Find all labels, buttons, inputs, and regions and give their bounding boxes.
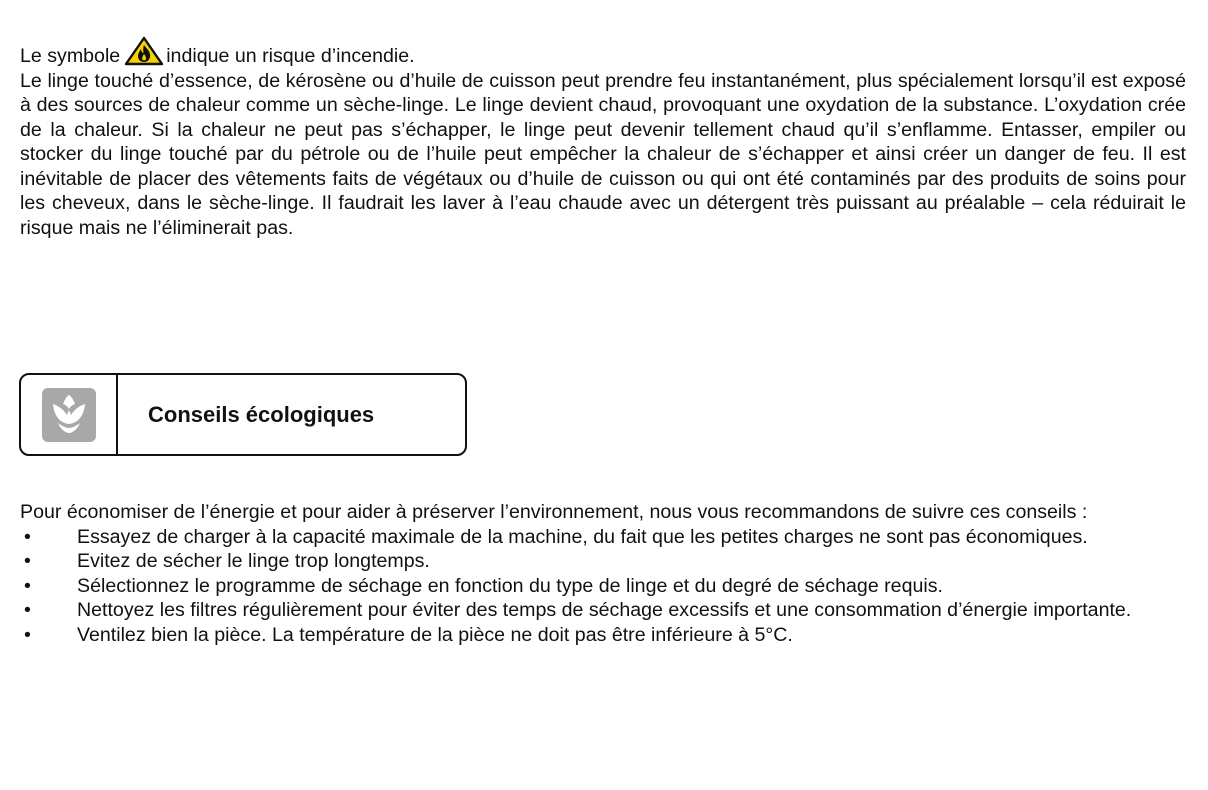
eco-tip-item	[20, 525, 1186, 550]
eco-tip-item	[20, 549, 1186, 574]
eco-tips-intro: Pour économiser de l’énergie et pour aider à préserver l’environnement, nous vous recommandons de suivre ces conseils :	[20, 501, 1088, 523]
fire-warning-suffix: indique un risque d’incendie.	[166, 45, 415, 67]
bullet-icon: •	[24, 599, 31, 621]
bullet-icon: •	[24, 623, 31, 646]
eco-tip-text: Evitez de sécher le linge trop longtemps.	[77, 550, 430, 572]
eco-tip-text: Essayez de charger à la capacité maximale de la machine, du fait que les petites charges ne sont pas économiques.	[77, 525, 1088, 548]
bullet-icon: •	[24, 550, 31, 572]
eco-tip-item	[20, 598, 1186, 623]
eco-tip-text: Nettoyez les filtres régulièrement pour éviter des temps de séchage excessifs et une consommation d’énergie importante.	[77, 599, 1132, 621]
eco-tip-item	[20, 623, 1186, 648]
fire-warning-section	[20, 36, 1186, 240]
eco-tip-text: Sélectionnez le programme de séchage en fonction du type de linge et du degré de séchage requis.	[77, 574, 943, 597]
eco-tip-text: Ventilez bien la pièce. La température de la pièce ne doit pas être inférieure à 5°C.	[77, 623, 793, 646]
fire-warning-prefix: Le symbole	[20, 45, 121, 67]
fire-warning-icon	[124, 36, 164, 66]
eco-icon-cell	[21, 375, 118, 454]
eco-tip-item	[20, 574, 1186, 599]
eco-leaf-icon	[41, 387, 97, 443]
eco-tips-header-box	[19, 373, 467, 456]
fire-warning-intro	[20, 36, 1186, 69]
bullet-icon: •	[24, 525, 31, 548]
bullet-icon: •	[24, 574, 31, 597]
eco-tips-section	[20, 500, 1186, 647]
eco-tips-title: Conseils écologiques	[148, 401, 375, 427]
fire-warning-body: Le linge touché d’essence, de kérosène ou d’huile de cuisson peut prendre feu instantanément, plus spécialement lorsqu’il est exposé à des sources de chaleur comme un sèche-linge. Le linge devient chaud, provoquant une oxydation de la substance. L’oxydation crée de la chaleur. Si la chaleur ne peut pas s’échapper, le linge peut devenir tellement chaud qu’il s’enflamme. Entasser, empiler ou stocker du linge touché par du pétrole ou de l’huile peut empêcher la chaleur de s’échapper et ainsi créer un danger de feu. Il est inévitable de placer des vêtements faits de végétaux ou d’huile de cuisson ou qui ont été contaminés par des produits de soins pour les cheveux, dans le sèche-linge. Il faudrait les laver à l’eau chaude avec un détergent très puissant au préalable – cela réduirait le risque mais ne l’éliminerait pas.	[20, 69, 1186, 239]
eco-tips-list	[20, 525, 1186, 648]
